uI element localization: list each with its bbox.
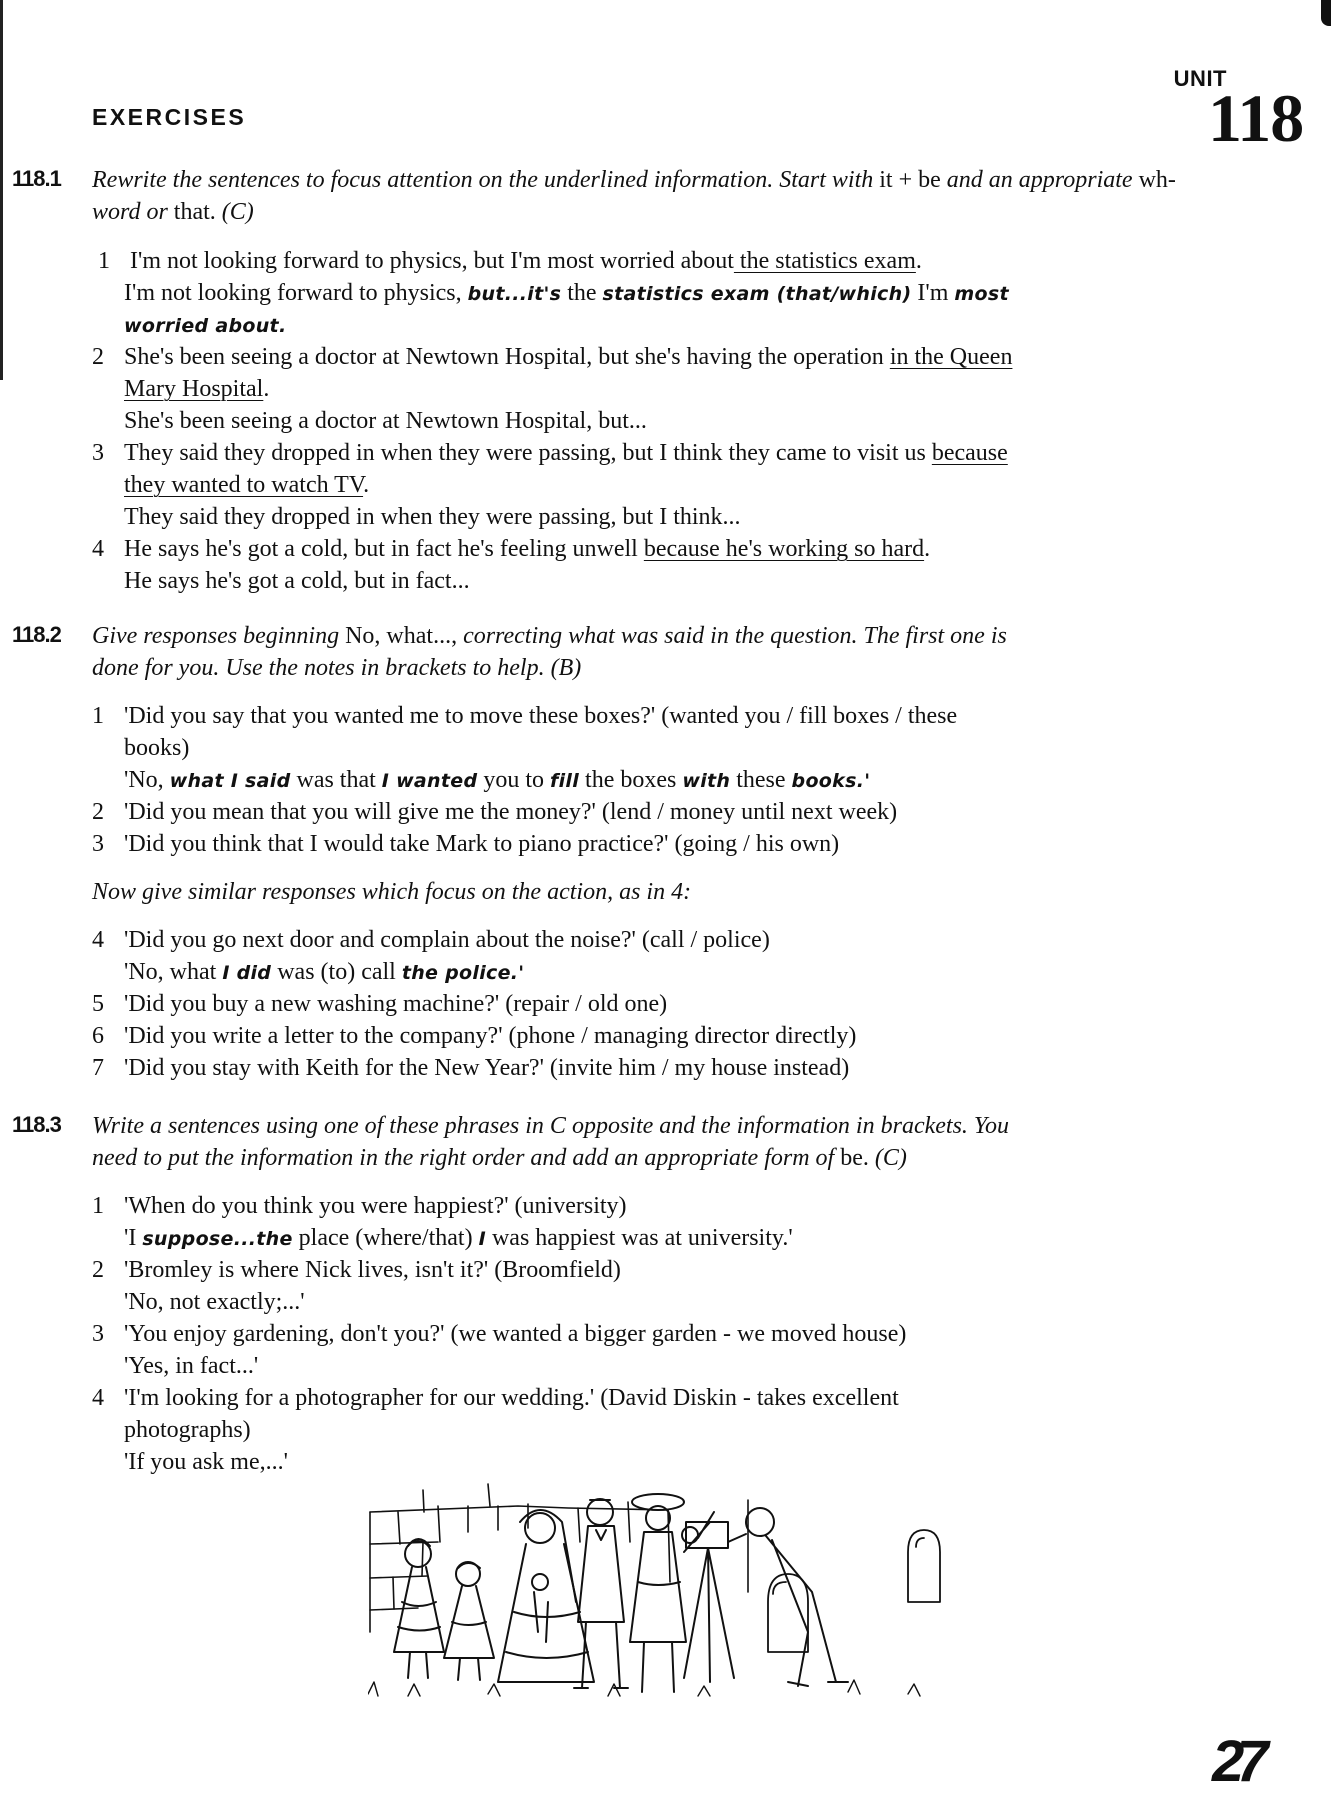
answer-prompt: She's been seeing a doctor at Newtown Hospital, but... bbox=[124, 408, 647, 434]
answer-prompt: They said they dropped in when they were passing, but I think... bbox=[124, 504, 741, 530]
exercise-item: 4 He says he's got a cold, but in fact he's feeling unwell because he's working so hard. bbox=[92, 536, 931, 562]
wedding-cartoon-illustration bbox=[368, 1482, 958, 1722]
instruction-note: Now give similar responses which focus on the action, as in 4: bbox=[92, 879, 692, 905]
exercise-item: 2 'Bromley is where Nick lives, isn't it?' (Broomfield) bbox=[92, 1257, 621, 1283]
guest-woman-figure bbox=[630, 1494, 714, 1692]
groom-figure bbox=[574, 1499, 628, 1688]
item-continuation: Mary Hospital. bbox=[124, 376, 270, 402]
exercise-item: 4 'I'm looking for a photographer for our wedding.' (David Diskin - takes excellent bbox=[92, 1385, 899, 1411]
exercise-item: 2 'Did you mean that you will give me the money?' (lend / money until next week) bbox=[92, 799, 898, 825]
answer-prompt: 'Yes, in fact...' bbox=[124, 1353, 259, 1379]
exercise-item: 7 'Did you stay with Keith for the New Year?' (invite him / my house instead) bbox=[92, 1055, 850, 1081]
page-title: EXERCISES bbox=[92, 104, 247, 130]
exercise-item: 3 They said they dropped in when they were passing, but I think they came to visit us because bbox=[92, 440, 1008, 466]
answer-prompt: He says he's got a cold, but in fact... bbox=[124, 568, 470, 594]
handwritten-answer: 'No, what I did was (to) call the police.' bbox=[124, 959, 525, 985]
handwritten-answer-continued: worried about. bbox=[124, 315, 287, 337]
exercise-item: 6 'Did you write a letter to the company?' (phone / managing director directly) bbox=[92, 1023, 857, 1049]
answer-prompt: 'No, not exactly;...' bbox=[124, 1289, 305, 1315]
corner-mark bbox=[1321, 0, 1331, 26]
unit-label: UNIT bbox=[1173, 66, 1227, 91]
margin-rule bbox=[0, 0, 3, 380]
handwritten-answer: 'I suppose...the place (where/that) I was happiest was at university.' bbox=[124, 1225, 793, 1251]
handwritten-answer: I'm not looking forward to physics, but...it's the statistics exam (that/which) I'm most bbox=[124, 280, 1009, 306]
exercise-item: 5 'Did you buy a new washing machine?' (repair / old one) bbox=[92, 991, 668, 1017]
gravestones bbox=[768, 1530, 940, 1652]
exercise-item: 3 'You enjoy gardening, don't you?' (we wanted a bigger garden - we moved house) bbox=[92, 1321, 907, 1347]
exercise-item: 1 'When do you think you were happiest?' (university) bbox=[92, 1193, 627, 1219]
instruction-118-2: Give responses beginning No, what..., correcting what was said in the question. The first one is done for you. Use the notes in brackets to help. (B) bbox=[92, 623, 1007, 681]
section-number-118-2: 118.2 bbox=[12, 622, 61, 647]
instruction-118-3: Write a sentences using one of these phrases in C opposite and the information in brackets. You need to put the information in the right order and add an appropriate form of be. (C) bbox=[92, 1113, 1010, 1171]
exercise-item: 2 She's been seeing a doctor at Newtown Hospital, but she's having the operation in the Queen bbox=[92, 344, 1013, 370]
flower-girl-figure bbox=[444, 1562, 494, 1680]
exercise-item: 4 'Did you go next door and complain about the noise?' (call / police) bbox=[92, 927, 770, 953]
unit-number: 118 bbox=[1208, 80, 1304, 156]
handwritten-answer: 'No, what I said was that I wanted you to fill the boxes with these books.' bbox=[124, 767, 871, 793]
answer-prompt: 'If you ask me,...' bbox=[124, 1449, 288, 1475]
photographer-figure bbox=[682, 1508, 848, 1686]
stone-wall bbox=[370, 1484, 748, 1632]
exercise-item: 1 'Did you say that you wanted me to move these boxes?' (wanted you / fill boxes / these bbox=[92, 703, 958, 729]
exercise-item: 1 I'm not looking forward to physics, but I'm most worried about the statistics exam. bbox=[98, 248, 922, 274]
section-number-118-3: 118.3 bbox=[12, 1112, 61, 1137]
item-continuation: they wanted to watch TV. bbox=[124, 472, 370, 498]
exercise-item: 3 'Did you think that I would take Mark to piano practice?' (going / his own) bbox=[92, 831, 840, 857]
item-continuation: photographs) bbox=[124, 1417, 251, 1443]
section-number-118-1: 118.1 bbox=[12, 166, 61, 191]
instruction-118-1: Rewrite the sentences to focus attention on the underlined information. Start with it + be and an appropriate wh- word or that. (C) bbox=[92, 167, 1176, 225]
item-continuation: books) bbox=[124, 735, 190, 761]
page-number: 27 bbox=[1212, 1729, 1261, 1794]
